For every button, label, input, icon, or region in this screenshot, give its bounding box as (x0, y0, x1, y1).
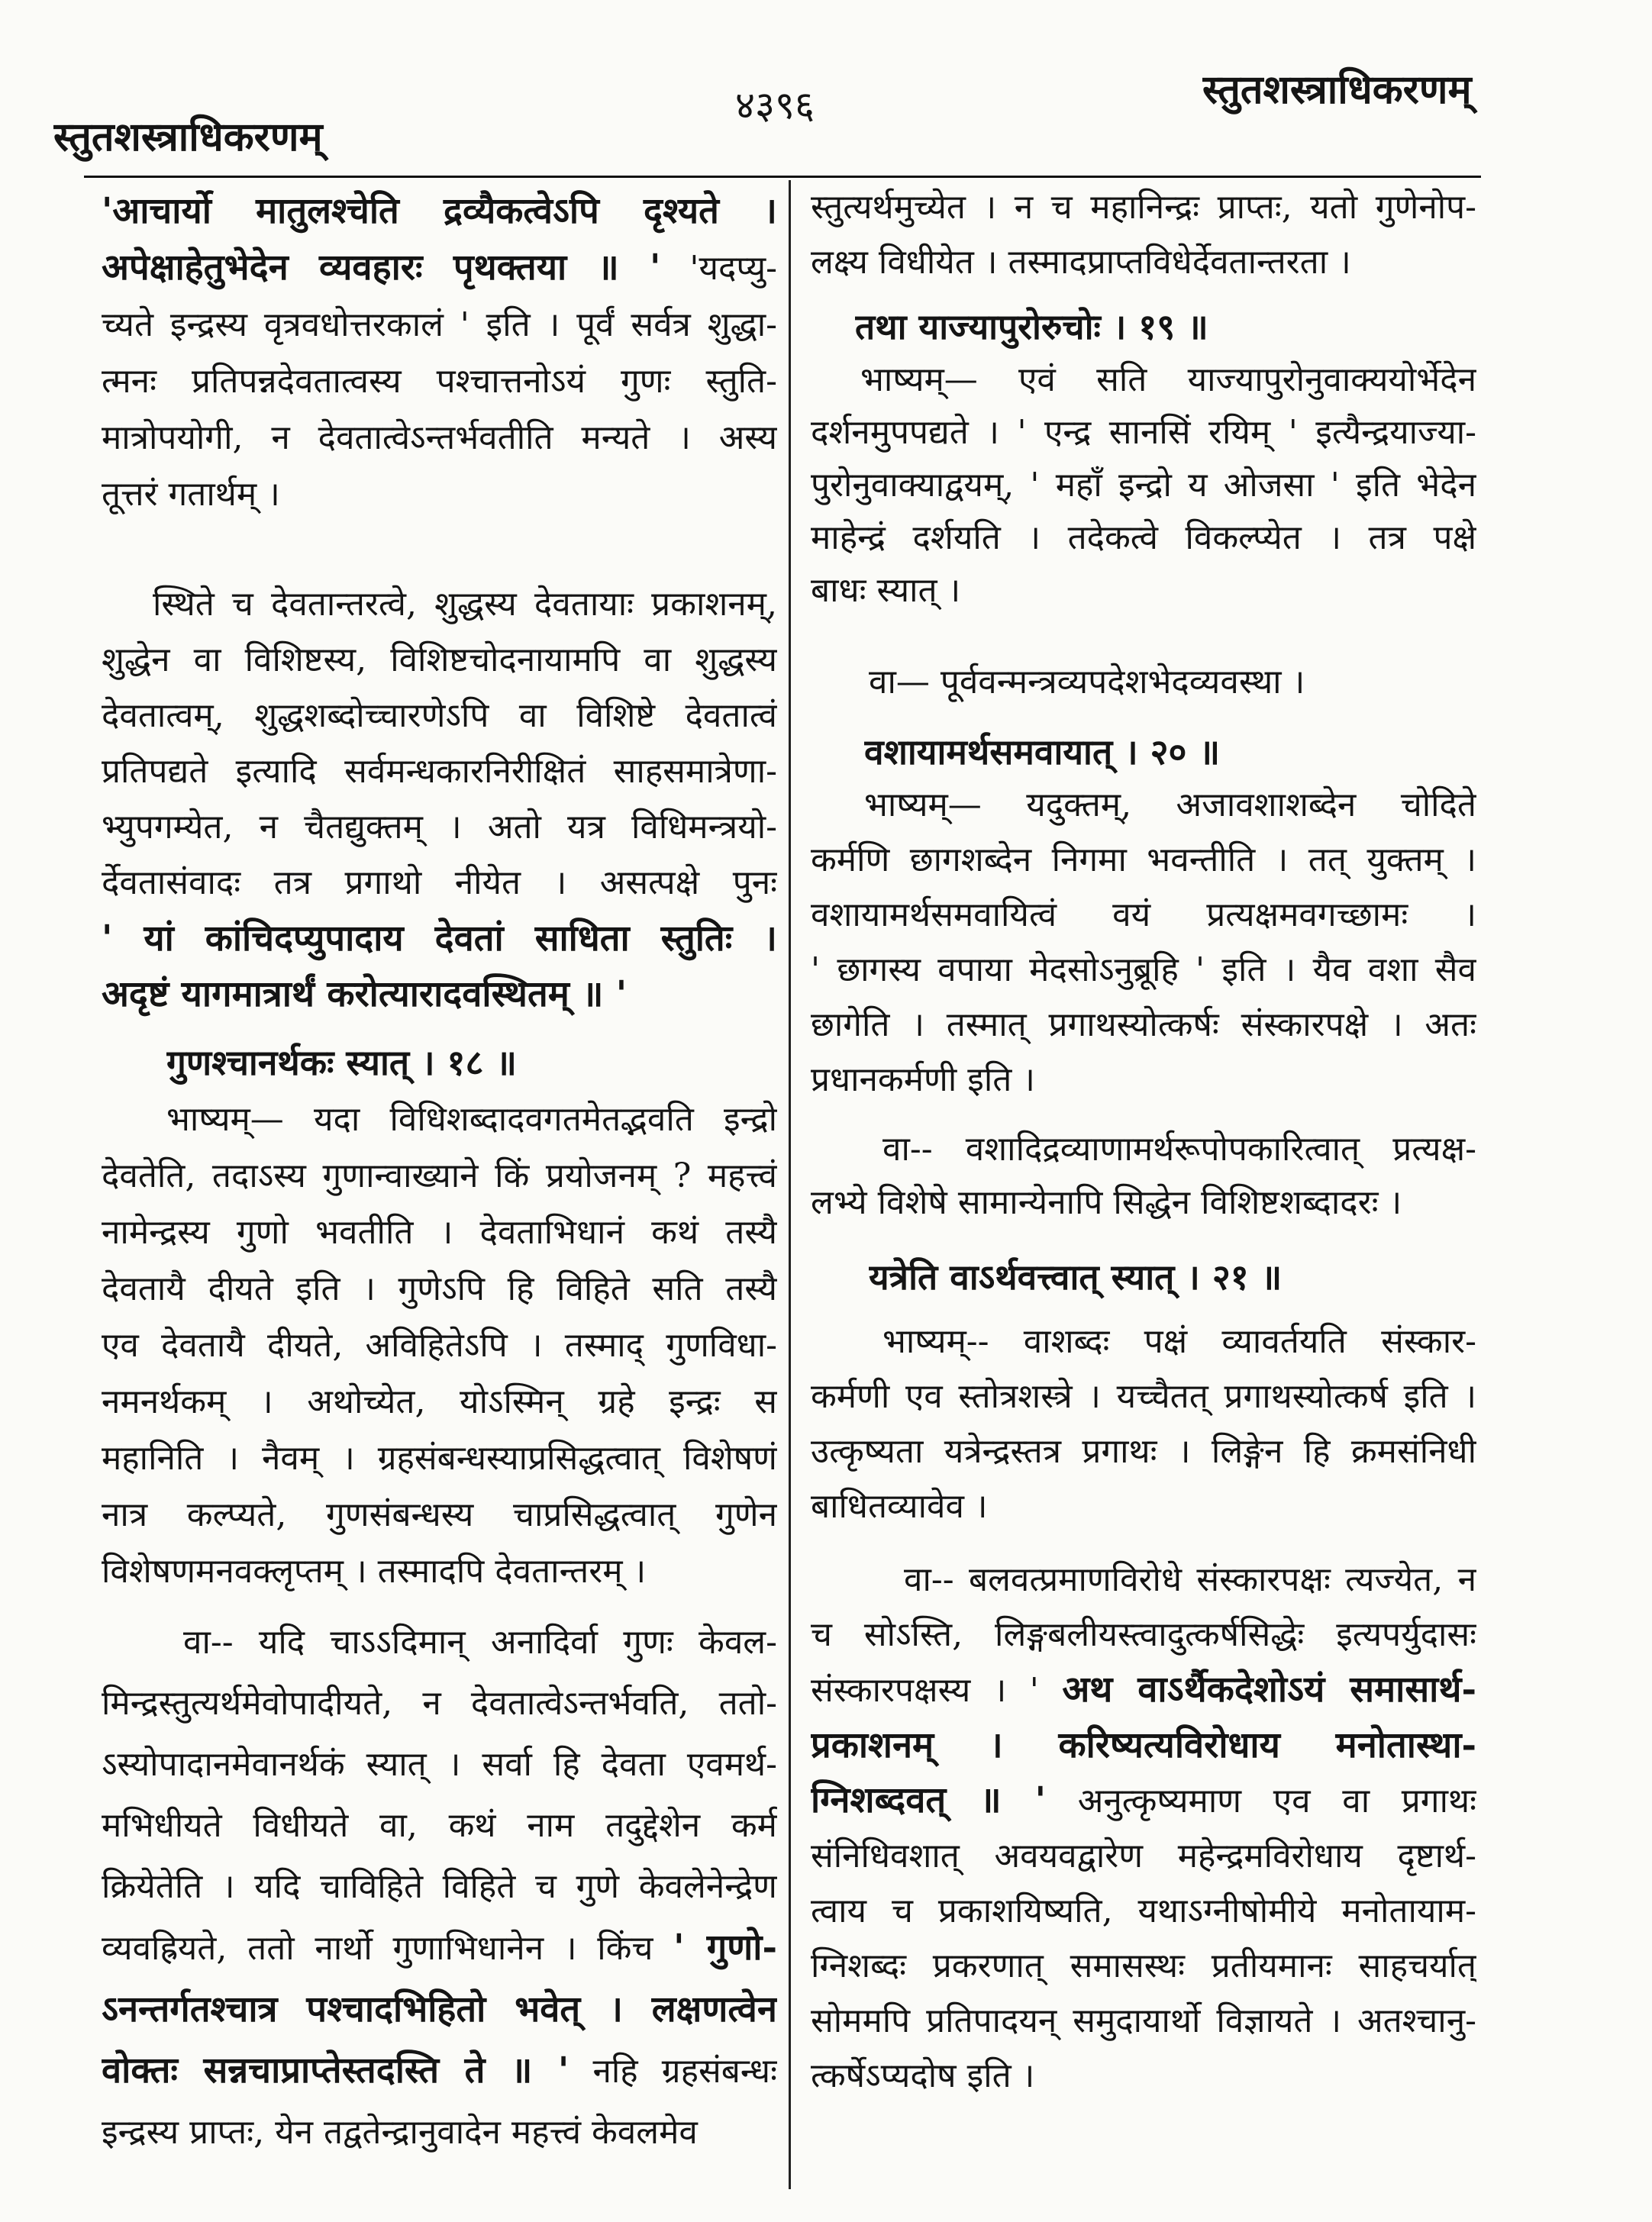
text-line: नामेन्द्रस्य गुणो भवतीति । देवताभिधानं कथं तस्यै (102, 1213, 777, 1252)
text-line: ' छागस्य वपाया मेदसोऽनुब्रूहि ' इति । यैव वशा सैव (811, 950, 1476, 989)
paragraph-block (102, 183, 777, 523)
text-line: महानिति । नैवम् । ग्रहसंबन्धस्याप्रसिद्धत्वात् विशेषणं (102, 1439, 777, 1478)
text-line: भाष्यम्— यदा विधिशब्दादवगतमेतद्भवति इन्द्रो (166, 1100, 777, 1139)
text-line: च्यते इन्द्रस्य वृत्रवधोत्तरकालं ' इति । पूर्वं सर्वत्र शुद्धा- (102, 305, 777, 344)
text-line: भाष्यम्-- वाशब्दः पक्षं व्यावर्तयति संस्कार- (882, 1322, 1476, 1361)
text-line: लभ्ये विशेषे सामान्येनापि सिद्धेन विशिष्टशब्दादरः । (811, 1183, 1402, 1222)
header-rule (84, 176, 1481, 178)
text-line: च सोऽस्ति, लिङ्गबलीयस्त्वादुत्कर्षसिद्धेः इत्यपर्युदासः (811, 1615, 1476, 1654)
paragraph-block (102, 576, 777, 1022)
text-line: ग्निशब्दः प्रकरणात् समासस्थः प्रतीयमानः साहचर्यात् (811, 1946, 1476, 1985)
text-line: स्तुत्यर्थमुच्येत । न च महानिन्द्रः प्राप्तः, यतो गुणेनोप- (811, 188, 1476, 227)
varttika-paragraph (102, 1612, 777, 2163)
text-line (102, 2040, 777, 2102)
text-line: इन्द्रस्य प्राप्तः, येन तद्वतेन्द्रानुवादेन महत्त्वं केवलमेव (102, 2113, 698, 2152)
text-segment: 'यदप्यु- (660, 249, 777, 288)
text-line: भाष्यम्— यदुक्तम्, अजावशाशब्देन चोदिते (864, 785, 1476, 824)
bold-text-segment: वोक्तः सन्नचाप्राप्तेस्तदस्ति ते ॥ ' (102, 2049, 569, 2091)
sutra-heading (166, 1034, 594, 1092)
page-number: ४३९६ (735, 83, 815, 127)
running-header-right: स्तुतशस्त्राधिकरणम् (1202, 66, 1472, 113)
varttika-paragraph (811, 655, 1476, 710)
bold-text-segment: अथ वाऽर्थैकदेशोऽयं समासार्थ- (1062, 1669, 1476, 1711)
text-line: तथा याज्यापुरोरुचोः । १९ ॥ (855, 306, 1208, 347)
text-line (811, 1773, 1476, 1829)
text-line: त्कर्षेऽप्यदोष इति । (811, 2056, 1035, 2095)
text-line: मभिधीयते विधीयते वा, कथं नाम तदुद्देशेन कर्म (102, 1806, 777, 1845)
bhashya-paragraph (811, 353, 1476, 617)
text-line: प्रतिपद्यते इत्यादि सर्वमन्धकारनिरीक्षितं साहसमात्रेणा- (102, 752, 777, 791)
text-line: ऽस्योपादानमेवानर्थकं स्यात् । सर्वा हि देवता एवमर्थ- (102, 1745, 777, 1784)
text-line: मिन्द्रस्तुत्यर्थमेवोपादीयते, न देवतात्वेऽन्तर्भवति, ततो- (102, 1684, 777, 1723)
text-line: भ्युपगम्येत, न चैतद्युक्तम् । अतो यत्र विधिमन्त्रयो- (102, 808, 777, 847)
text-line: प्रधानकर्मणी इति । (811, 1060, 1035, 1099)
text-line: प्रकाशनम् । करिष्यत्यविरोधाय मनोतास्था- (811, 1724, 1476, 1766)
text-segment: नहि ग्रहसंबन्धः (569, 2052, 777, 2091)
text-line: वा-- बलवत्प्रमाणविरोधे संस्कारपक्षः त्यज्येत, न (904, 1560, 1476, 1599)
text-line (811, 1662, 1476, 1718)
text-line: एव देवतायै दीयते, अविहितेऽपि । तस्माद् गुणविधा- (102, 1326, 777, 1365)
sutra-heading (855, 298, 1283, 356)
text-line: बाधितव्यावेव । (811, 1487, 988, 1526)
bhashya-paragraph (811, 778, 1476, 1108)
text-line: पुरोनुवाक्याद्वयम्, ' महाँ इन्द्रो य ओजसा ' इति भेदेन (811, 466, 1476, 505)
text-line: देवतात्वम्, शुद्धशब्दोच्चारणेऽपि वा विशिष्टे देवतात्वं (102, 696, 777, 735)
text-line: अदृष्टं यागमात्रार्थं करोत्यारादवस्थितम् ॥ ' (102, 973, 628, 1015)
text-line: संनिधिवशात् अवयवद्वारेण महेन्द्रमविरोधाय दृष्टार्थ- (811, 1837, 1476, 1875)
text-line: मात्रोपयोगी, न देवतात्वेऽन्तर्भवतीति मन्यते । अस्य (102, 418, 777, 457)
text-line (102, 1917, 777, 1979)
text-line: ऽनन्तर्गतश्चात्र पश्चादभिहितो भवेत् । लक्षणत्वेन (102, 1988, 777, 2030)
text-line: त्मनः प्रतिपन्नदेवतात्वस्य पश्चात्तनोऽयं गुणः स्तुति- (102, 362, 777, 401)
text-line: त्वाय च प्रकाशयिष्यति, यथाऽग्नीषोमीये मनोतायाम- (811, 1891, 1476, 1930)
bhashya-paragraph (102, 1092, 777, 1600)
text-line: र्देवतासंवादः तत्र प्रगाथो नीयेत । असत्पक्षे पुनः (102, 863, 777, 902)
text-line: विशेषणमनवक्लृप्तम् । तस्मादपि देवतान्तरम् । (102, 1552, 647, 1591)
varttika-paragraph (811, 1553, 1476, 2104)
sutra-heading (869, 1248, 1388, 1306)
text-line: बाधः स्यात् । (811, 571, 961, 610)
text-line: भाष्यम्— एवं सति याज्यापुरोनुवाक्ययोर्भेदेन (860, 360, 1476, 399)
text-segment: अनुत्कृष्यमाण एव वा प्रगाथः (1046, 1782, 1476, 1820)
text-line: वशायामर्थसमवायित्वं वयं प्रत्यक्षमवगच्छामः । (811, 895, 1476, 934)
text-line: यत्रेति वाऽर्थवत्त्वात् स्यात् । २१ ॥ (869, 1256, 1283, 1298)
text-line: स्थिते च देवतान्तरत्वे, शुद्धस्य देवतायाः प्रकाशनम्, (153, 585, 777, 624)
text-line: कर्मणी एव स्तोत्रशस्त्रे । यच्चैतत् प्रगाथस्योत्कर्ष इति । (811, 1377, 1476, 1416)
text-line: कर्मणि छागशब्देन निगमा भवन्तीति । तत् युक्तम् । (811, 840, 1476, 879)
text-segment: व्यवह्रियते, ततो नार्थो गुणाभिधानेन । किंच (102, 1929, 674, 1968)
sutra-heading (864, 723, 1292, 781)
text-line: देवतायै दीयते इति । गुणेऽपि हि विहिते सति तस्यै (102, 1269, 777, 1308)
text-line: नात्र कल्प्यते, गुणसंबन्धस्य चाप्रसिद्धत्वात् गुणेन (102, 1495, 777, 1534)
running-header-left: स्तुतशस्त्राधिकरणम् (53, 114, 323, 160)
bhashya-paragraph (811, 1314, 1476, 1534)
text-line: शुद्धेन वा विशिष्टस्य, विशिष्टचोदनायामपि वा शुद्धस्य (102, 640, 777, 679)
text-line: सोममपि प्रतिपादयन् समुदायार्थो विज्ञायते । अतश्चानु- (811, 2001, 1476, 2040)
paragraph-block (811, 180, 1476, 290)
text-line: छागेति । तस्मात् प्रगाथस्योत्कर्षः संस्कारपक्षे । अतः (811, 1005, 1476, 1044)
text-line: वशायामर्थसमवायात् । २० ॥ (864, 731, 1221, 772)
text-line (102, 240, 777, 297)
text-line: लक्ष्य विधीयेत । तस्मादप्राप्तविधेर्देवतान्तरता । (811, 243, 1351, 282)
column-divider (789, 180, 791, 2189)
text-line: नमनर्थकम् । अथोच्येत, योऽस्मिन् ग्रहे इन्द्रः स (102, 1382, 777, 1421)
bold-text-segment: ' गुणो- (673, 1927, 777, 1969)
text-line: वा— पूर्ववन्मन्त्रव्यपदेशभेदव्यवस्था । (869, 663, 1305, 701)
text-line: माहेन्द्रं दर्शयति । तदेकत्वे विकल्प्येत । तत्र पक्षे (811, 518, 1476, 557)
text-line: वा-- वशादिद्रव्याणामर्थरूपोपकारित्वात् प्रत्यक्ष- (882, 1130, 1476, 1169)
bold-text-segment: अपेक्षाहेतुभेदेन व्यवहारः पृथक्तया ॥ ' (102, 247, 661, 289)
text-segment: संस्कारपक्षस्य । ' (811, 1671, 1063, 1710)
text-line: देवतेति, तदाऽस्य गुणान्वाख्याने किं प्रयोजनम् ? महत्त्वं (102, 1156, 777, 1195)
text-line: क्रियेतेति । यदि चाविहिते विहिते च गुणे केवलेनेन्द्रेण (102, 1867, 777, 1906)
text-line: दर्शनमुपपद्यते । ' एन्द्र सानसिं रयिम् ' इत्यैन्द्रयाज्या- (811, 413, 1476, 452)
varttika-paragraph (811, 1123, 1476, 1230)
text-line: गुणश्चानर्थकः स्यात् । १८ ॥ (166, 1042, 517, 1083)
text-line: तूत्तरं गतार्थम् । (102, 475, 280, 514)
bold-text-segment: ग्निशब्दवत् ॥ ' (811, 1779, 1047, 1821)
text-line: उत्कृष्यता यत्रेन्द्रस्तत्र प्रगाथः । लिङ्गेन हि क्रमसंनिधी (811, 1432, 1476, 1471)
text-line: ' यां कांचिदप्युपादाय देवतां साधिता स्तुतिः । (102, 918, 777, 959)
text-line: वा-- यदि चाऽऽदिमान् अनादिर्वा गुणः केवल- (183, 1623, 777, 1662)
text-line: 'आचार्यो मातुलश्चेति द्रव्यैकत्वेऽपि दृश्यते । (102, 190, 777, 232)
